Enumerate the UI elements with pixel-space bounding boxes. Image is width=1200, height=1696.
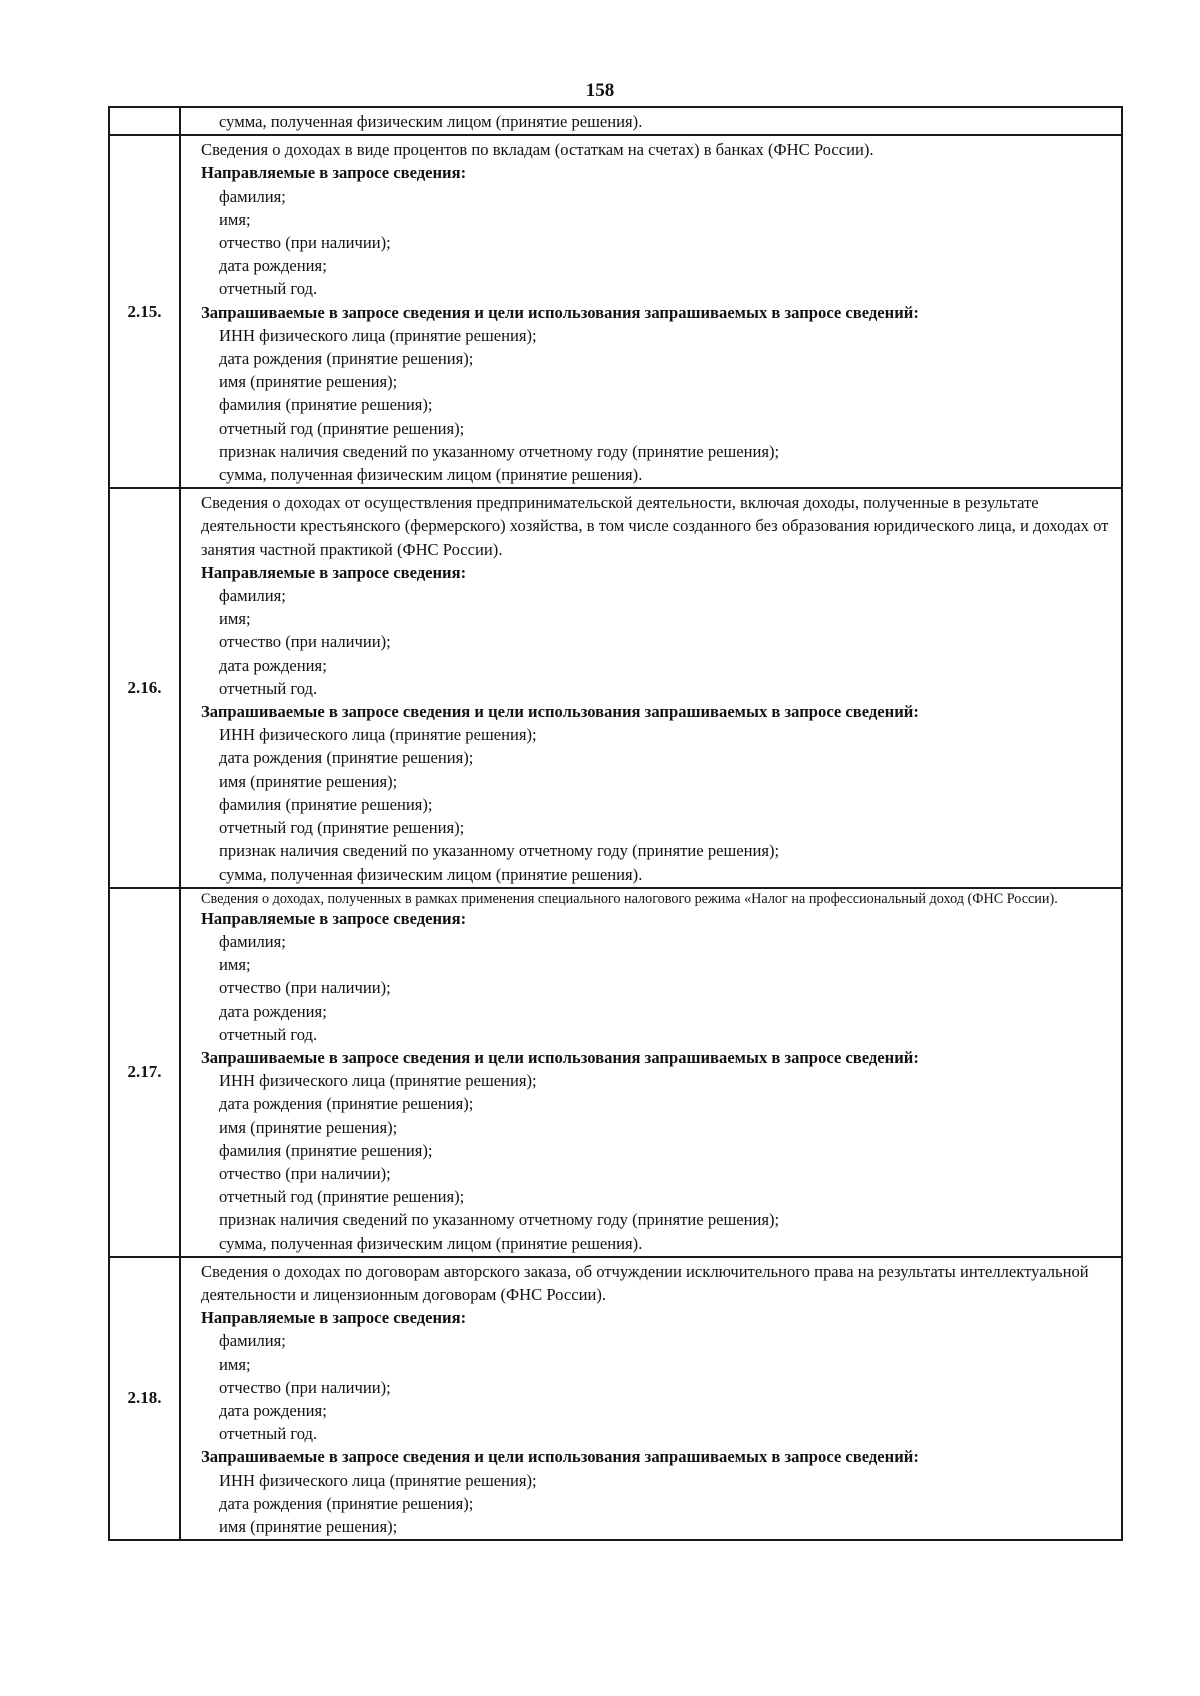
content-line: отчество (при наличии);: [219, 978, 391, 998]
section-heading: Запрашиваемые в запросе сведения и цели использования запрашиваемых в запросе сведений:: [201, 1047, 919, 1067]
content-line: имя (принятие решения);: [219, 771, 398, 791]
content-line: дата рождения;: [219, 1400, 327, 1420]
content-line: ИНН физического лица (принятие решения);: [219, 725, 537, 745]
content-line: фамилия;: [219, 931, 286, 951]
row-content-cell: [180, 107, 1122, 135]
content-line: имя;: [219, 209, 251, 229]
content-line: дата рождения (принятие решения);: [219, 349, 474, 369]
content-line: дата рождения;: [219, 1001, 327, 1021]
row-number-cell: 2.18.: [109, 1257, 180, 1540]
content-line: дата рождения (принятие решения);: [219, 1493, 474, 1513]
section-heading: Запрашиваемые в запросе сведения и цели использования запрашиваемых в запросе сведений:: [201, 702, 919, 722]
row-number-cell: [109, 107, 180, 135]
section-heading: Направляемые в запросе сведения:: [201, 1308, 467, 1328]
table-row: [109, 135, 1122, 488]
content-line: отчество (при наличии);: [219, 1163, 391, 1183]
content-line: признак наличия сведений по указанному отчетному году (принятие решения);: [219, 841, 780, 861]
content-line: ИНН физического лица (принятие решения);: [219, 1071, 537, 1091]
row-number-cell: 2.17.: [109, 888, 180, 1257]
content-line: имя;: [219, 955, 251, 975]
content-line: имя (принятие решения);: [219, 1516, 398, 1536]
content-line: имя (принятие решения);: [219, 1117, 398, 1137]
content-line: отчетный год.: [219, 279, 318, 299]
section-heading: Запрашиваемые в запросе сведения и цели использования запрашиваемых в запросе сведений:: [201, 302, 919, 322]
row-content-cell: [180, 888, 1122, 1257]
content-line: дата рождения;: [219, 655, 327, 675]
content-line: дата рождения (принятие решения);: [219, 748, 474, 768]
section-heading: Запрашиваемые в запросе сведения и цели использования запрашиваемых в запросе сведений:: [201, 1447, 919, 1467]
row-number-cell: 2.16.: [109, 488, 180, 887]
row-number-cell: 2.15.: [109, 135, 180, 488]
row-content-cell: [180, 488, 1122, 887]
section-heading: Направляемые в запросе сведения:: [201, 163, 467, 183]
table-row: [109, 888, 1122, 1257]
content-line: фамилия;: [219, 586, 286, 606]
content-line: имя (принятие решения);: [219, 372, 398, 392]
document-table: [108, 106, 1123, 1541]
content-line: ИНН физического лица (принятие решения);: [219, 1470, 537, 1490]
content-line: сумма, полученная физическим лицом (принятие решения).: [219, 1233, 643, 1253]
table-body: [109, 107, 1122, 1540]
content-line: отчество (при наличии);: [219, 1377, 391, 1397]
content-line: Сведения о доходах в виде процентов по вкладам (остаткам на счетах) в банках (ФНС России).: [201, 140, 874, 160]
page-number: 158: [585, 80, 615, 101]
content-line: отчетный год.: [219, 1024, 318, 1044]
content-line: отчество (при наличии);: [219, 632, 391, 652]
content-line: фамилия;: [219, 186, 286, 206]
content-line: имя;: [219, 1354, 251, 1374]
content-line: отчетный год.: [219, 1424, 318, 1444]
content-line: признак наличия сведений по указанному отчетному году (принятие решения);: [219, 441, 780, 461]
row-content-cell: [180, 135, 1122, 488]
content-line: Сведения о доходах, полученных в рамках применения специального налогового режима «Налог на профессиональный доход (ФНС России).: [201, 890, 1058, 907]
content-line: сумма, полученная физическим лицом (принятие решения).: [219, 465, 643, 485]
content-line: сумма, полученная физическим лицом (принятие решения).: [219, 864, 643, 884]
content-line: отчетный год (принятие решения);: [219, 418, 465, 438]
content-line: ИНН физического лица (принятие решения);: [219, 325, 537, 345]
section-heading: Направляемые в запросе сведения:: [201, 908, 467, 928]
content-line: дата рождения;: [219, 256, 327, 276]
content-line: фамилия (принятие решения);: [219, 1140, 433, 1160]
content-line: фамилия (принятие решения);: [219, 395, 433, 415]
content-line: отчетный год.: [219, 678, 318, 698]
content-line: дата рождения (принятие решения);: [219, 1094, 474, 1114]
content-line: отчетный год (принятие решения);: [219, 1187, 465, 1207]
content-line: сумма, полученная физическим лицом (принятие решения).: [219, 112, 643, 131]
content-line: фамилия (принятие решения);: [219, 794, 433, 814]
table-row: [109, 488, 1122, 887]
section-heading: Направляемые в запросе сведения:: [201, 562, 467, 582]
content-line: Сведения о доходах по договорам авторского заказа, об отчуждении исключительного права на результаты интеллектуальной деятельности и лицензионным договорам (ФНС России).: [201, 1261, 1089, 1304]
table-row: [109, 1257, 1122, 1540]
content-line: Сведения о доходах от осуществления предпринимательской деятельности, включая доходы, полученные в результате деятельности крестьянского (фермерского) хозяйства, в том числе созданного без образования юридического лица, и доходах от занятия частной практикой (ФНС России).: [201, 493, 1109, 559]
content-line: имя;: [219, 609, 251, 629]
content-line: фамилия;: [219, 1331, 286, 1351]
row-content-cell: [180, 1257, 1122, 1540]
content-line: отчетный год (принятие решения);: [219, 818, 465, 838]
table-row: [109, 107, 1122, 135]
content-line: признак наличия сведений по указанному отчетному году (принятие решения);: [219, 1210, 780, 1230]
content-line: отчество (при наличии);: [219, 233, 391, 253]
